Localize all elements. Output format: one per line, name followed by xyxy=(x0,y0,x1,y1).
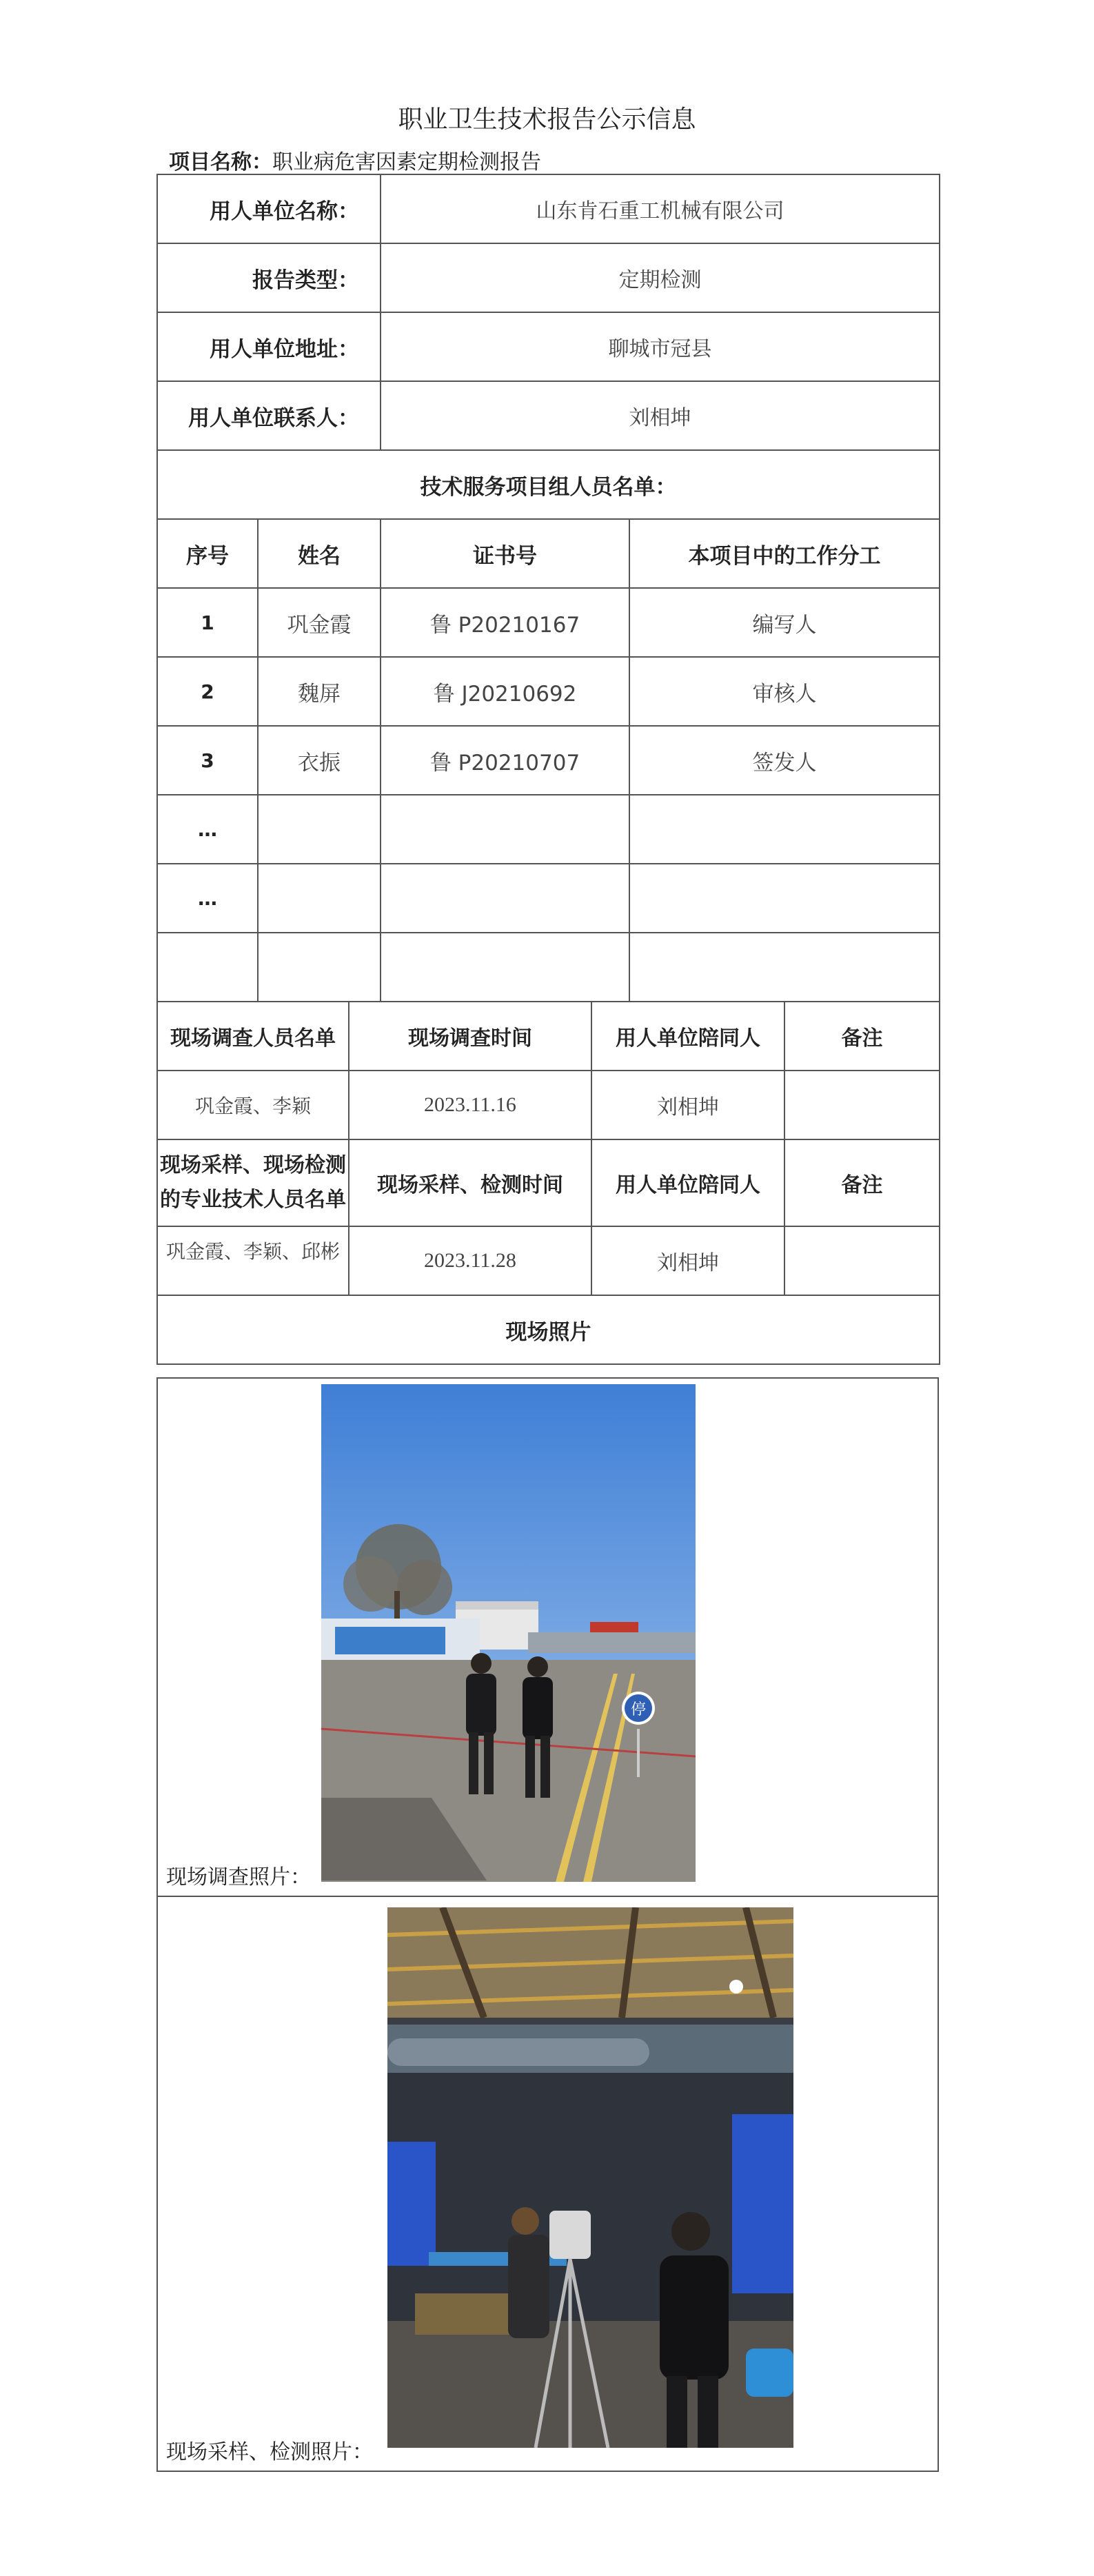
info-value-company: 山东肯石重工机械有限公司 xyxy=(381,174,940,243)
survey-header-people: 现场调查人员名单 xyxy=(157,1002,349,1071)
team-cell-role xyxy=(629,933,940,1002)
team-cell-cert: 鲁 P20210707 xyxy=(381,726,629,795)
photos-heading-row xyxy=(157,1295,940,1364)
survey-header-note: 备注 xyxy=(784,1002,940,1071)
team-row xyxy=(157,795,940,864)
info-value-address: 聊城市冠县 xyxy=(381,312,940,381)
team-cell-role: 审核人 xyxy=(629,657,940,726)
photos-heading: 现场照片 xyxy=(157,1295,940,1364)
team-cell-no: 3 xyxy=(157,726,258,795)
sampling-photo-cell xyxy=(157,1896,938,2471)
photo-table xyxy=(156,1377,939,2472)
team-cell-name xyxy=(258,864,381,933)
info-row-address xyxy=(157,312,940,381)
info-label-contact: 用人单位联系人： xyxy=(157,381,381,450)
survey-header-time: 现场调查时间 xyxy=(349,1002,591,1071)
info-table xyxy=(156,174,940,1365)
team-cell-cert: 鲁 J20210692 xyxy=(381,657,629,726)
survey-time: 2023.11.16 xyxy=(349,1071,591,1139)
info-row-contact xyxy=(157,381,940,450)
stop-sign-text: 停 xyxy=(630,1701,647,1718)
survey-header-escort: 用人单位陪同人 xyxy=(591,1002,784,1071)
team-cell-name: 衣振 xyxy=(258,726,381,795)
team-header-row xyxy=(157,519,940,588)
sampling-header-row xyxy=(157,1139,940,1226)
sampling-photo-row xyxy=(157,1896,938,2471)
sampling-note xyxy=(784,1226,940,1295)
info-row-type xyxy=(157,243,940,312)
project-label: 项目名称： xyxy=(169,150,272,174)
team-cell-cert xyxy=(381,795,629,864)
survey-photo-caption: 现场调查照片： xyxy=(166,1865,311,1889)
team-cell-no xyxy=(157,933,258,1002)
team-cell-cert xyxy=(381,864,629,933)
team-cell-role: 编写人 xyxy=(629,588,940,657)
team-row xyxy=(157,933,940,1002)
team-header-name: 姓名 xyxy=(258,519,381,588)
team-cell-no: 2 xyxy=(157,657,258,726)
team-cell-cert xyxy=(381,933,629,1002)
survey-row xyxy=(157,1071,940,1139)
team-cell-no: … xyxy=(157,864,258,933)
team-row xyxy=(157,588,940,657)
sampling-header-note: 备注 xyxy=(784,1139,940,1226)
team-cell-cert: 鲁 P20210167 xyxy=(381,588,629,657)
team-row xyxy=(157,657,940,726)
survey-photo-row xyxy=(157,1378,938,1896)
info-value-contact: 刘相坤 xyxy=(381,381,940,450)
sampling-escort: 刘相坤 xyxy=(591,1226,784,1295)
team-cell-role xyxy=(629,864,940,933)
survey-people: 巩金霞、李颖 xyxy=(157,1071,349,1139)
survey-note xyxy=(784,1071,940,1139)
team-cell-name xyxy=(258,933,381,1002)
sampling-photo-caption: 现场采样、检测照片： xyxy=(166,2440,373,2464)
survey-header-row xyxy=(157,1002,940,1071)
team-header-cert: 证书号 xyxy=(381,519,629,588)
project-value: 职业病危害因素定期检测报告 xyxy=(272,151,541,174)
info-row-company xyxy=(157,174,940,243)
team-cell-role xyxy=(629,795,940,864)
team-cell-no: 1 xyxy=(157,588,258,657)
info-label-type: 报告类型： xyxy=(157,243,381,312)
team-cell-name: 魏屏 xyxy=(258,657,381,726)
team-cell-role: 签发人 xyxy=(629,726,940,795)
team-header-role: 本项目中的工作分工 xyxy=(629,519,940,588)
info-value-type: 定期检测 xyxy=(381,243,940,312)
page-title: 职业卫生技术报告公示信息 xyxy=(398,105,696,134)
sampling-header-escort: 用人单位陪同人 xyxy=(591,1139,784,1226)
project-line xyxy=(169,145,541,175)
sampling-header-people: 现场采样、现场检测的专业技术人员名单 xyxy=(157,1139,349,1226)
survey-photo xyxy=(321,1384,696,1882)
sampling-header-time: 现场采样、检测时间 xyxy=(349,1139,591,1226)
sampling-time: 2023.11.28 xyxy=(349,1226,591,1295)
team-cell-name: 巩金霞 xyxy=(258,588,381,657)
info-label-address: 用人单位地址： xyxy=(157,312,381,381)
team-row xyxy=(157,726,940,795)
survey-escort: 刘相坤 xyxy=(591,1071,784,1139)
team-row xyxy=(157,864,940,933)
team-cell-no: … xyxy=(157,795,258,864)
info-label-company: 用人单位名称： xyxy=(157,174,381,243)
sampling-photo xyxy=(387,1907,793,2448)
team-cell-name xyxy=(258,795,381,864)
survey-photo-cell xyxy=(157,1378,938,1896)
team-header-no: 序号 xyxy=(157,519,258,588)
sampling-row xyxy=(157,1226,940,1295)
team-heading: 技术服务项目组人员名单： xyxy=(157,450,940,519)
team-heading-row xyxy=(157,450,940,519)
sampling-people: 巩金霞、李颖、邱彬 xyxy=(157,1226,349,1295)
